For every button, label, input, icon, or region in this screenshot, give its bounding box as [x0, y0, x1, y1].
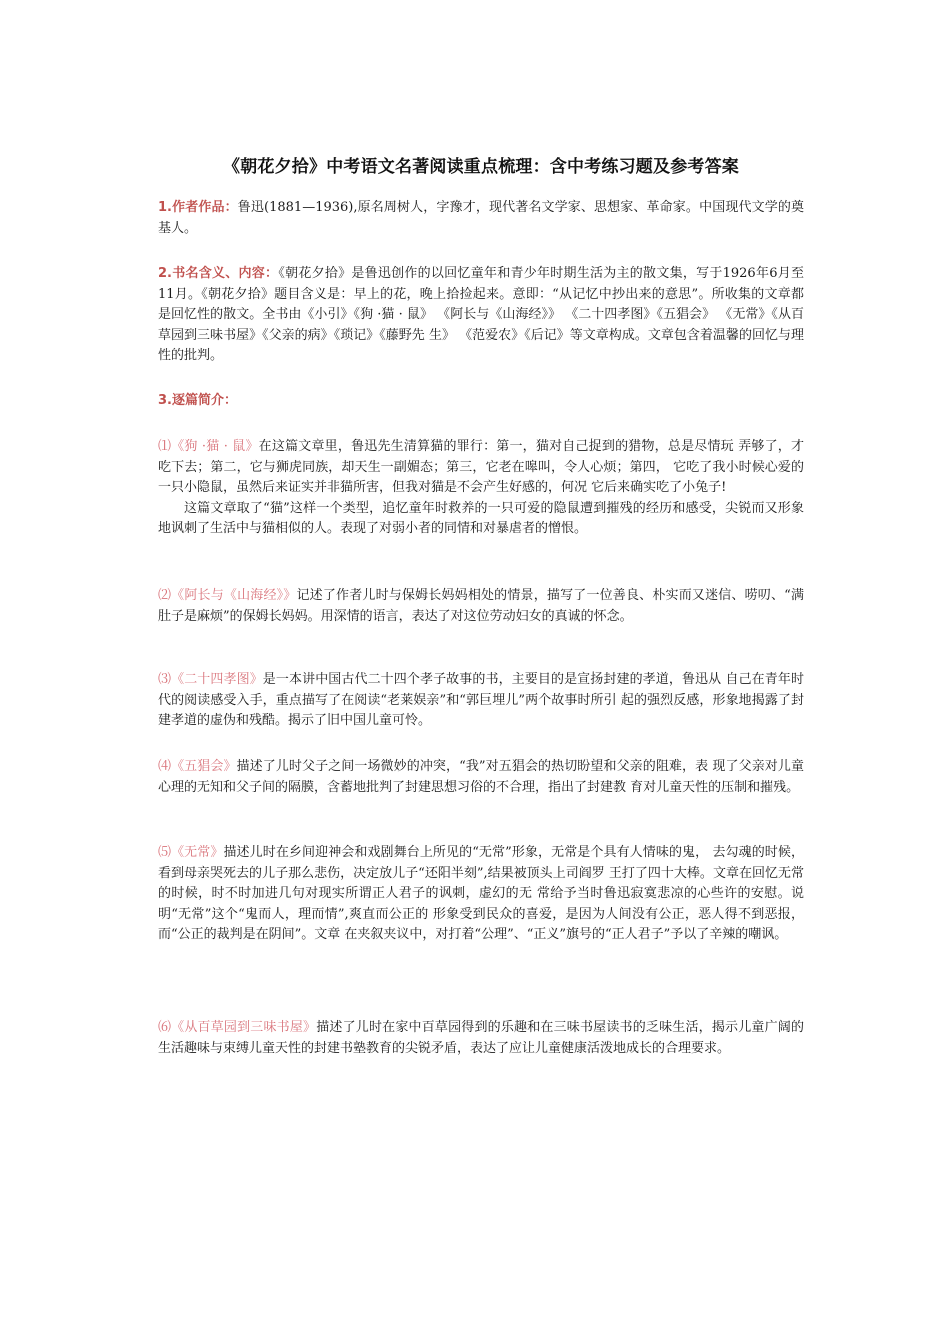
- summary-item-text: 在这篇文章里，鲁迅先生清算猫的罪行：第一，猫对自己捉到的猎物，总是尽情玩 弄够了，才吃下去；第二，它与狮虎同族，却天生一副媚态；第三，它老在嗥叫，令人心烦；第四， 它吃了我小时候心爱的一只小隐鼠，虽然后来证实并非猫所害，但我对猫是不会产生好感的，何况 它后来确实吃了小兔子!: [158, 439, 804, 495]
- summary-item-text: 描述儿时在乡间迎神会和戏剧舞台上所见的“无常”形象，无常是个具有人情味的鬼， 去勾魂的时候，看到母亲哭死去的儿子那么悲伤，决定放儿子“还阳半刻”,结果被顶头上司阎罗 王打了四十大棒。文章在回忆无常的时候，时不时加进几句对现实所谓正人君子的讽刺，虚幻的无 常给予当时鲁迅寂寞悲凉的心些许的安慰。说明“无常”这个“鬼而人，理而情”,爽直而公正的 形象受到民众的喜爱，是因为人间没有公正，恶人得不到恶报，而“公正的裁判是在阴间”。文章 在夹叙夹议中，对打着“公理”、“正义”旗号的“正人君子”予以了辛辣的嘲讽。: [158, 845, 804, 942]
- section-heading-author: 1.作者作品：: [158, 200, 238, 215]
- summary-item: [158, 670, 804, 732]
- section-text-title-meaning: 《朝花夕拾》是鲁迅创作的以回忆童年和青少年时期生活为主的散文集，写于1926年6月至11月。《朝花夕拾》题目含义是：早上的花，晚上拾捡起来。意即：“从记忆中抄出来的意思”。所收集的文章都是回忆性的散文。全书由《小引》《狗 ·猫 · 鼠》 《阿长与《山海经》》 《二十四孝图》《五猖会》 《无常》《从百草园到三味书屋》《父亲的病》《琐记》《藤野先 生》 《范爱农》《后记》等文章构成。文章包含着温馨的回忆与理性的批判。: [158, 266, 804, 363]
- section-heading-summaries: 3.逐篇简介：: [158, 393, 237, 408]
- summary-item: [158, 757, 804, 798]
- summary-item: [158, 843, 804, 946]
- document-title: 《朝花夕拾》中考语文名著阅读重点梳理：含中考练习题及参考答案: [223, 157, 739, 177]
- summary-item-extra: 这篇文章取了“猫”这样一个类型，追忆童年时救养的一只可爱的隐鼠遭到摧残的经历和感受，尖锐而又形象地讽刺了生活中与猫相似的人。表现了对弱小者的同情和对暴虐者的憎恨。: [158, 500, 804, 536]
- summary-item-title: ⑹《从百草园到三味书屋》: [158, 1020, 317, 1035]
- summary-item-text: 描述了儿时在家中百草园得到的乐趣和在三味书屋读书的乏味生活，揭示儿童广阔的生活趣味与束缚儿童天性的封建书塾教育的尖锐矛盾，表达了应让儿童健康活泼地成长的合理要求。: [158, 1020, 804, 1056]
- summary-item-text: 是一本讲中国古代二十四个孝子故事的书，主要目的是宣扬封建的孝道，鲁迅从 自己在青年时代的阅读感受入手，重点描写了在阅读“老莱娱亲”和“郭巨埋儿”两个故事时所引 起的强烈反感，形象地揭露了封建孝道的虚伪和残酷。揭示了旧中国儿童可怜。: [158, 672, 804, 728]
- summary-item: [158, 437, 804, 540]
- summary-item-title: ⑷《五猖会》: [158, 759, 237, 774]
- summary-item-title: ⑴《狗 ·猫 · 鼠》: [158, 439, 259, 454]
- section-summaries: [158, 391, 804, 412]
- summary-item: [158, 586, 804, 627]
- summary-item-title: ⑵《阿长与《山海经》》: [158, 588, 297, 603]
- section-author: [158, 198, 804, 239]
- section-heading-title-meaning: 2.书名含义、内容：: [158, 266, 279, 281]
- summary-item-title: ⑶《二十四孝图》: [158, 672, 263, 687]
- summary-item: [158, 1018, 804, 1059]
- summary-item-title: ⑸《无常》: [158, 845, 224, 860]
- summary-item-text: 记述了作者儿时与保姆长妈妈相处的情景，描写了一位善良、朴实而又迷信、唠叨、“满肚子是麻烦”的保姆长妈妈。用深情的语言，表达了对这位劳动妇女的真诚的怀念。: [158, 588, 804, 624]
- section-title-meaning: [158, 264, 804, 367]
- summary-item-text: 描述了儿时父子之间一场微妙的冲突，“我”对五猖会的热切盼望和父亲的阻难，表 现了父亲对儿童心理的无知和父子间的隔膜，含蓄地批判了封建思想习俗的不合理，指出了封建教 育对儿童天性的压制和摧残。: [158, 759, 804, 795]
- section-text-author: 鲁迅(1881—1936),原名周树人，字豫才，现代著名文学家、思想家、革命家。中国现代文学的奠基人。: [158, 200, 804, 236]
